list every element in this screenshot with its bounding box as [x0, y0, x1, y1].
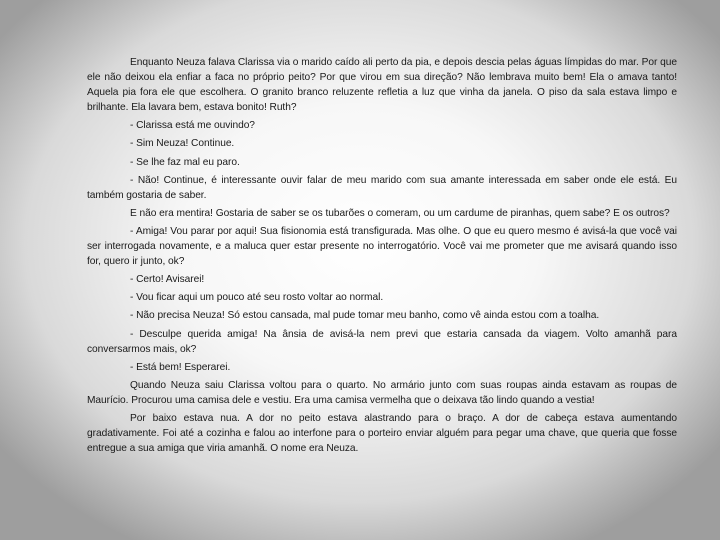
paragraph: - Desculpe querida amiga! Na ânsia de avisá-la nem previ que estaria cansada da viagem. Volto amanhã para conversarmos mais, ok? [87, 328, 677, 355]
paragraph: Quando Neuza saiu Clarissa voltou para o quarto. No armário junto com suas roupas ainda estavam as roupas de Maurício. Procurou uma camisa dele e vestiu. Era uma camisa vermelha que o deixava tão lindo quando a vestia! [87, 379, 677, 406]
paragraph: - Vou ficar aqui um pouco até seu rosto voltar ao normal. [130, 292, 384, 304]
paragraph: - Certo! Avisarei! [130, 274, 205, 286]
paragraph: Enquanto Neuza falava Clarissa via o marido caído ali perto da pia, e depois descia pelas águas límpidas do mar. Por que ele não deixou ela enfiar a faca no próprio peito? Por que virou em sua direção? Não lembrava muito bem! Ela o amava tanto! Aquela pia fora ele que escolhera. O granito branco reluzente refletia a luz que vinha da janela. O piso da sala estava limpo e brilhante. Ela lavara bem, estava bonito! Ruth? [87, 57, 677, 114]
paragraph: - Não! Continue, é interessante ouvir falar de meu marido com sua amante interessada em saber onde ele está. Eu também gostaria de saber. [87, 174, 677, 201]
paragraph: - Se lhe faz mal eu paro. [130, 156, 240, 168]
paragraph: - Não precisa Neuza! Só estou cansada, mal pude tomar meu banho, como vê ainda estou com a toalha. [130, 310, 600, 322]
paragraph: - Está bem! Esperarei. [130, 361, 231, 373]
paragraph: E não era mentira! Gostaria de saber se os tubarões o comeram, ou um cardume de piranhas, quem sabe? E os outros? [130, 207, 670, 219]
paragraph: Por baixo estava nua. A dor no peito estava alastrando para o braço. A dor de cabeça estava aumentando gradativamente. Foi até a cozinha e falou ao interfone para o porteiro enviar alguém para pegar uma chave, que queria que fosse entregue a sua amiga que viria amanhã. O nome era Neuza. [87, 412, 677, 455]
paragraph: - Sim Neuza! Continue. [130, 138, 235, 150]
story-text [87, 55, 677, 459]
paragraph: - Amiga! Vou parar por aqui! Sua fisionomia está transfigurada. Mas olhe. O que eu quero mesmo é avisá-la que você vai ser interrogada novamente, e a maluca quer estar presente no interrogatório. Você vai me prometer que me avisará quando isso for, quero ir junto, ok? [87, 225, 677, 268]
paragraph: - Clarissa está me ouvindo? [130, 120, 255, 132]
